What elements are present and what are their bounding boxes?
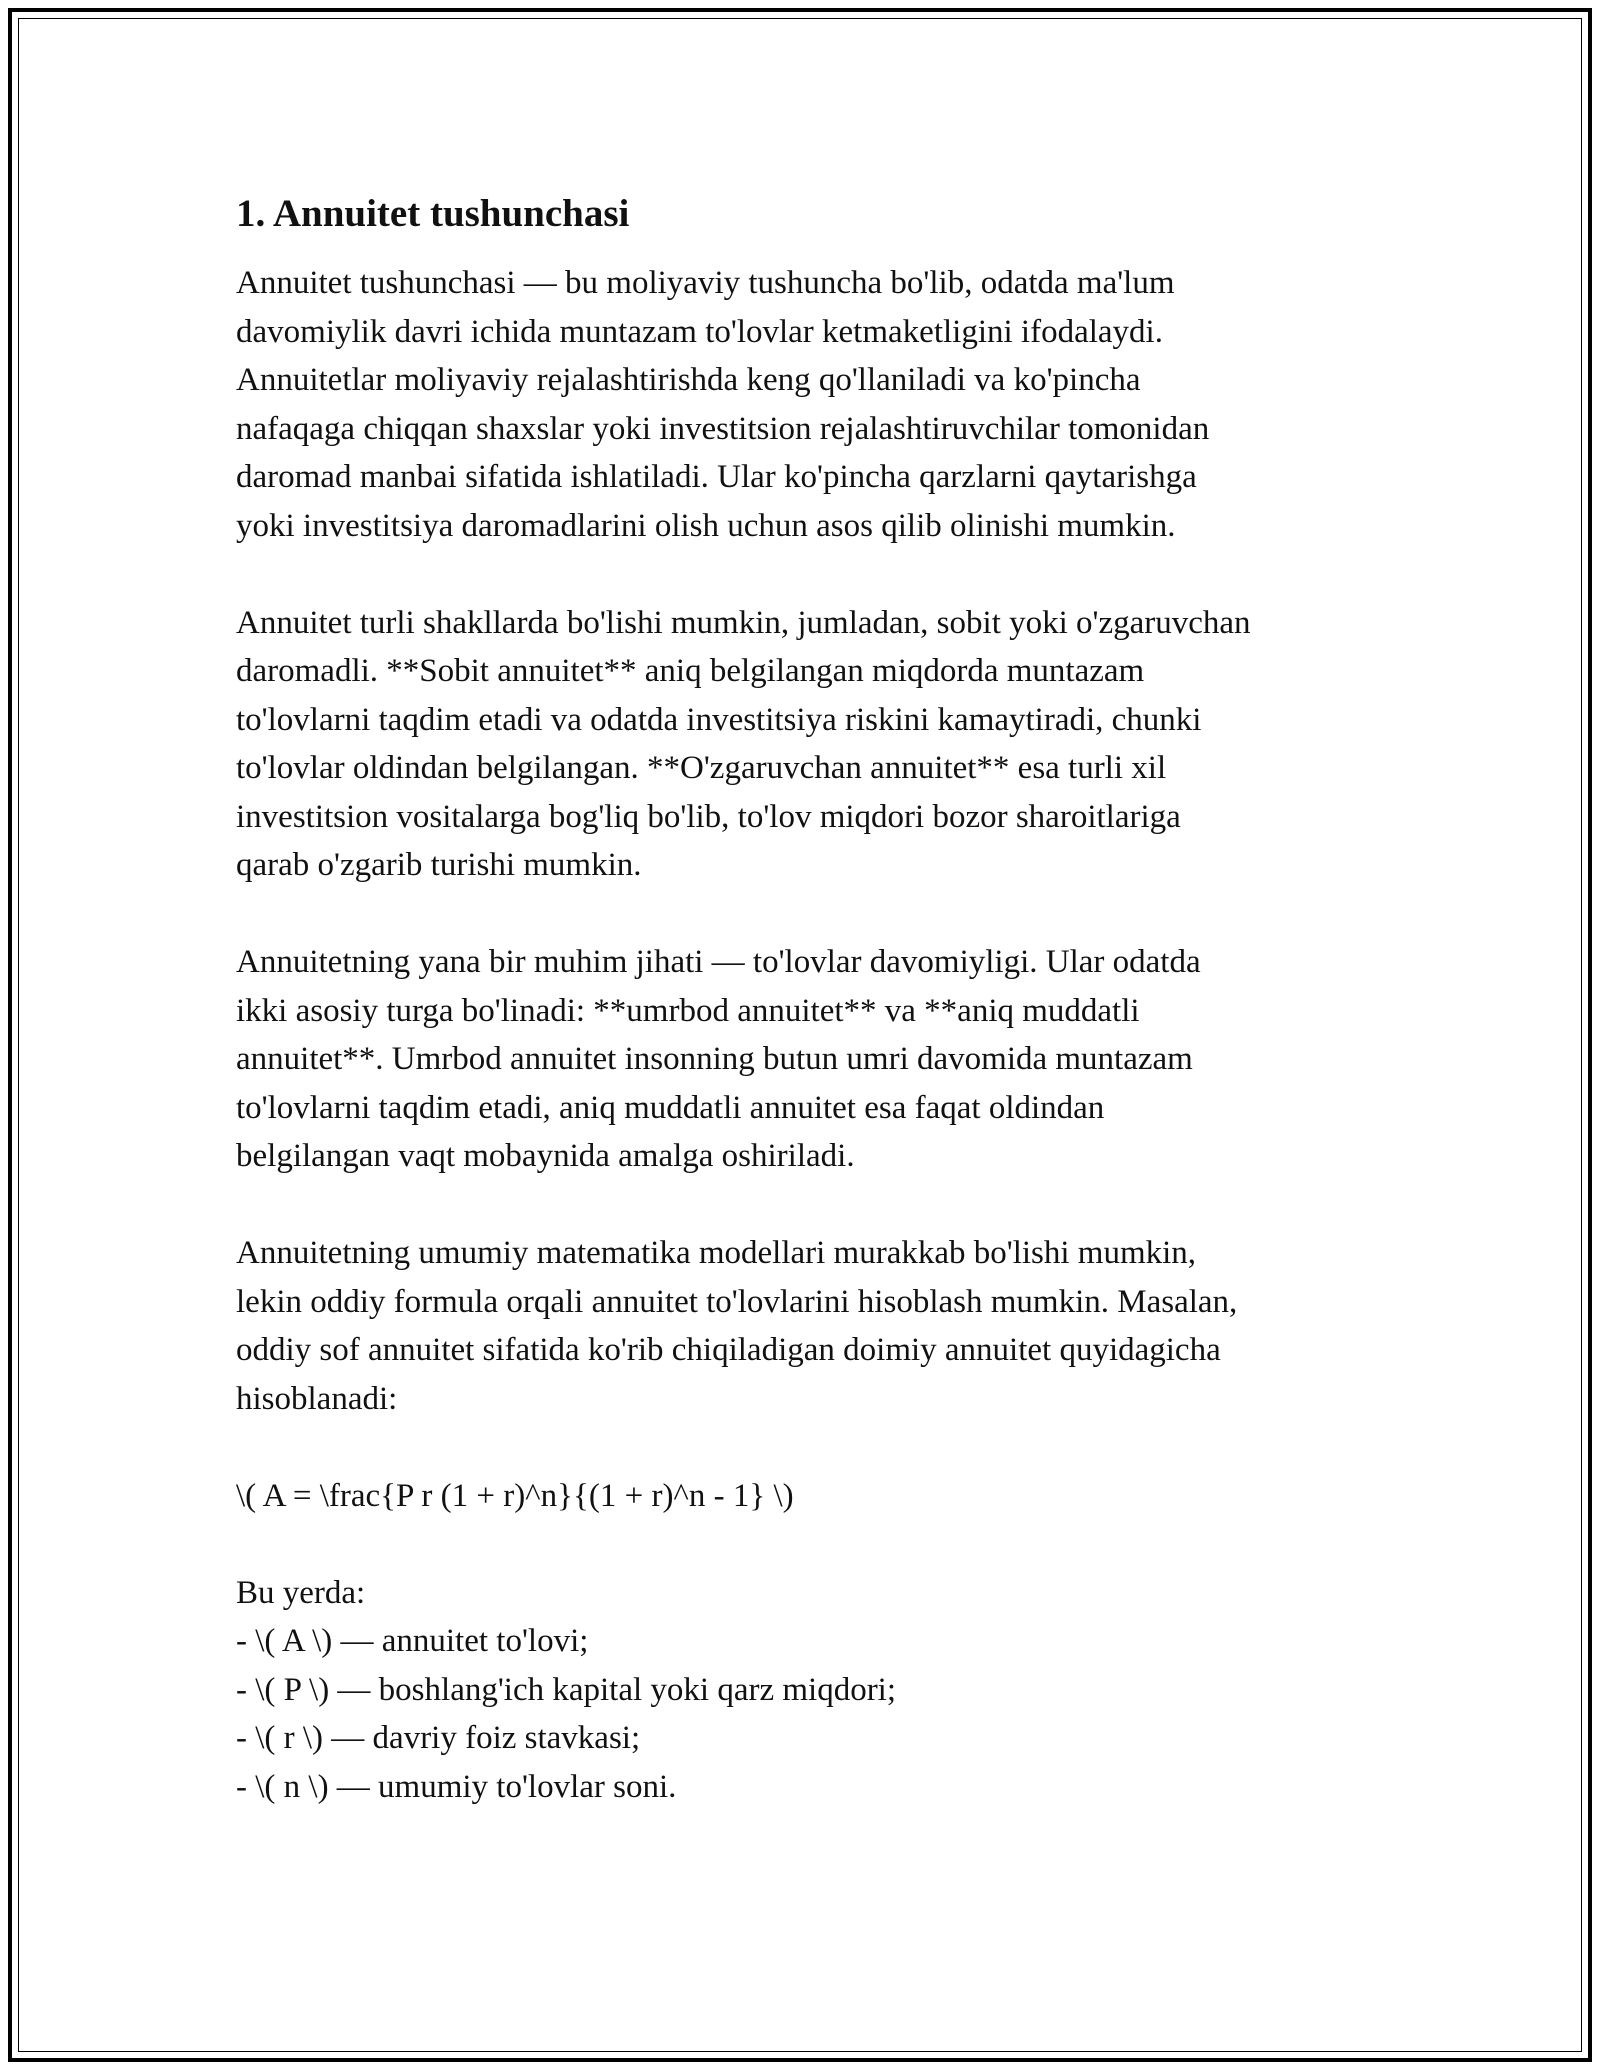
paragraph-2 xyxy=(236,599,1386,890)
paragraph-line: to'lovlar oldindan belgilangan. **O'zgaruvchan annuitet** esa turli xil xyxy=(236,750,1167,786)
paragraph-line: investitsion vositalarga bog'liq bo'lib, to'lov miqdori bozor sharoitlariga xyxy=(236,798,1181,835)
paragraph-line: ikki asosiy turga bo'linadi: **umrbod annuitet** va **aniq muddatli xyxy=(236,992,1140,1029)
paragraph-line: Annuitet tushunchasi — bu moliyaviy tushuncha bo'lib, odatda ma'lum xyxy=(236,265,1175,301)
paragraph-1 xyxy=(236,259,1386,550)
paragraph-line: to'lovlarni taqdim etadi va odatda investitsiya riskini kamaytiradi, chunki xyxy=(236,701,1202,738)
paragraph-line: annuitet**. Umrbod annuitet insonning butun umri davomida muntazam xyxy=(236,1041,1193,1077)
paragraph-line: daromadli. **Sobit annuitet** aniq belgilangan miqdorda muntazam xyxy=(236,653,1145,689)
definition-item: - \( r \) — davriy foiz stavkasi; xyxy=(236,1720,641,1756)
annuity-formula: \( A = \frac{P r (1 + r)^n}{(1 + r)^n - 1} \) xyxy=(236,1477,794,1514)
paragraph-line: Annuitet turli shakllarda bo'lishi mumkin, jumladan, sobit yoki o'zgaruvchan xyxy=(236,604,1251,641)
paragraph-line: hisoblanadi: xyxy=(236,1380,398,1417)
definition-item: - \( A \) — annuitet to'lovi; xyxy=(236,1623,589,1659)
definition-item: - \( n \) — umumiy to'lovlar soni. xyxy=(236,1768,677,1805)
document-body xyxy=(236,186,1386,1811)
where-label: Bu yerda: xyxy=(236,1574,366,1611)
paragraph-line: Annuitetlar moliyaviy rejalashtirishda keng qo'llaniladi va ko'pincha xyxy=(236,362,1141,398)
paragraph-line: to'lovlarni taqdim etadi, aniq muddatli annuitet esa faqat oldindan xyxy=(236,1089,1105,1126)
paragraph-line: daromad manbai sifatida ishlatiladi. Ular ko'pincha qarzlarni qaytarishga xyxy=(236,459,1197,495)
paragraph-line: belgilangan vaqt mobaynida amalga oshiriladi. xyxy=(236,1138,855,1174)
paragraph-line: qarab o'zgarib turishi mumkin. xyxy=(236,847,642,883)
paragraph-3 xyxy=(236,938,1386,1181)
definition-item: - \( P \) — boshlang'ich kapital yoki qarz miqdori; xyxy=(236,1671,897,1708)
definition-list xyxy=(236,1617,1386,1811)
paragraph-4 xyxy=(236,1229,1386,1423)
paragraph-line: lekin oddiy formula orqali annuitet to'lovlarini hisoblash mumkin. Masalan, xyxy=(236,1283,1238,1320)
paragraph-line: Annuitetning yana bir muhim jihati — to'lovlar davomiyligi. Ular odatda xyxy=(236,944,1201,980)
section-heading: 1. Annuitet tushunchasi xyxy=(236,192,630,235)
paragraph-line: oddiy sof annuitet sifatida ko'rib chiqiladigan doimiy annuitet quyidagicha xyxy=(236,1332,1221,1368)
paragraph-line: nafaqaga chiqqan shaxslar yoki investitsion rejalashtiruvchilar tomonidan xyxy=(236,410,1210,447)
paragraph-line: yoki investitsiya daromadlarini olish uchun asos qilib olinishi mumkin. xyxy=(236,507,1176,544)
paragraph-line: davomiylik davri ichida muntazam to'lovlar ketmaketligini ifodalaydi. xyxy=(236,313,1163,350)
paragraph-line: Annuitetning umumiy matematika modellari murakkab bo'lishi mumkin, xyxy=(236,1235,1197,1271)
